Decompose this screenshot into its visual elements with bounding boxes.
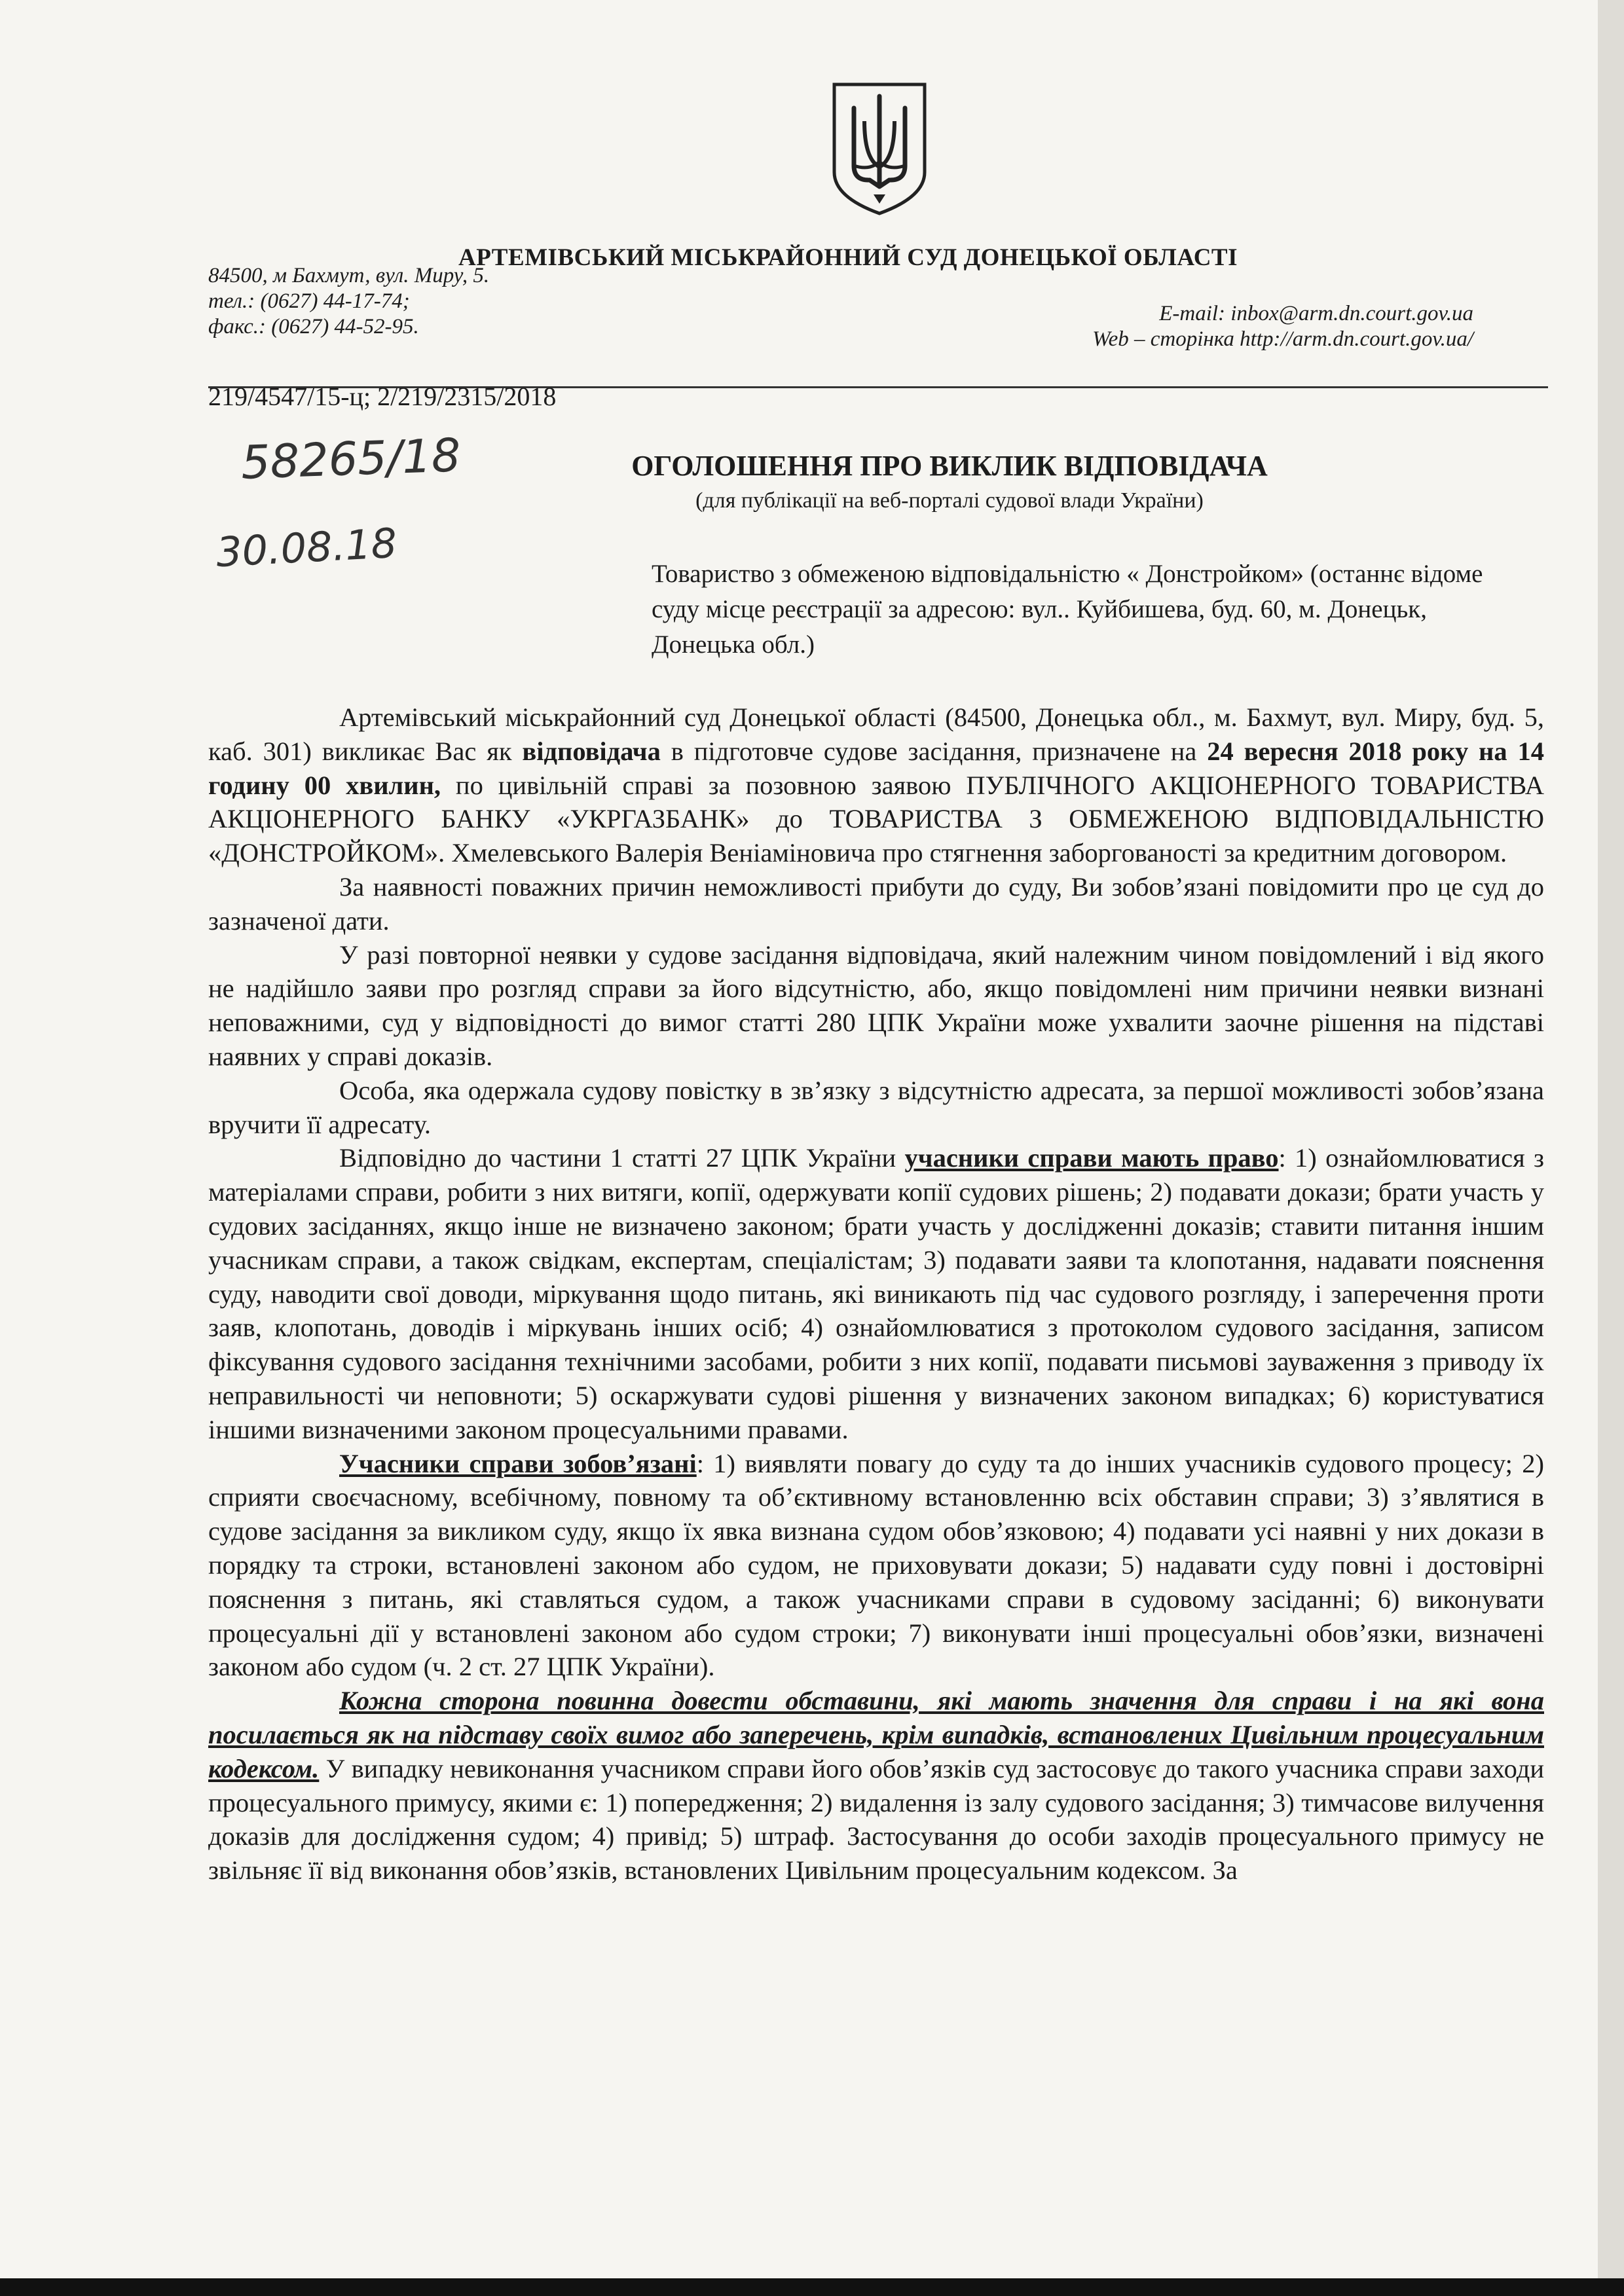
paragraph-absence: У разі повторної неявки у судове засідання відповідача, який належним чином повідомлений і від якого не надійшло заяви про розгляд справи за його відсутністю, або, якщо повідомлені ним причини неявки визнані неповажними, суд у відповідності до вимог статті 280 ЦПК України може ухвалити заочне рішення на підставі наявних у справі доказів. [208, 939, 1544, 1071]
rights-heading: учасники справи мають право [904, 1143, 1279, 1173]
court-contacts-right [1092, 301, 1473, 352]
rights-list: : 1) ознайомлюватися з матеріалами справи, робити з них витяги, копії, одержувати копії судових рішень; 2) подавати докази; брати участь у судових засіданнях, якщо інше не визначено законом; брати участь у дослідженні доказів; ставити питання іншим учасникам справи, а також свідкам, експертам, спеціалістам; 3) подавати заяви та клопотання, надавати пояснення суду, наводити свої доводи, міркування щодо питань, які виникають під час судового розгляду, і заперечення проти заяв, клопотань, доводів і міркувань інших осіб; 4) ознайомлюватися з протоколом судового засідання, записом фіксування судового засідання технічними засобами, робити з них копії, подавати письмові зауваження з приводу їх неправильності чи неповноти; 5) оскаржувати судові рішення у визначених законом випадках; 6) користуватися іншими визначеними законом процесуальними правами. [208, 1143, 1544, 1444]
handwritten-note-1: 58265/18 [240, 428, 462, 490]
paragraph-delivery: Особа, яка одержала судову повістку в зв’язку з відсутністю адресата, за першої можливості зобов’язана вручити її адресату. [208, 1075, 1544, 1139]
scan-edge-bottom [0, 2278, 1624, 2296]
summons-text: Артемівський міськрайонний суд Донецької області (84500, Донецька обл., м. Бахмут, вул. Миру, буд. 5, каб. 301) викликає Вас як [208, 702, 1544, 766]
paragraph-notify: За наявності поважних причин неможливості прибути до суду, Ви зобов’язані повідомити про це суд до зазначеної дати. [208, 871, 1544, 936]
case-description: по цивільній справі за позовною заявою ПУБЛІЧНОГО АКЦІОНЕРНОГО ТОВАРИСТВА АКЦІОНЕРНОГО БАНКУ «УКРГАЗБАНК» до ТОВАРИСТВА З ОБМЕЖЕНОЮ ВІДПОВІДАЛЬНІСТЮ «ДОНСТРОЙКОМ». Хмелевського Валерія Веніаміновича про стягнення заборгованості за кредитним договором. [208, 770, 1544, 868]
rights-intro: Відповідно до частини 1 статті 27 ЦПК України [339, 1143, 905, 1173]
coat-of-arms-icon [830, 82, 929, 216]
document-body [208, 701, 1544, 1887]
paragraph-burden-of-proof [208, 1684, 1544, 1887]
handwritten-note-2: 30.08.18 [215, 519, 398, 577]
court-address: 84500, м Бахмут, вул. Миру, 5. [208, 264, 490, 287]
court-name: АРТЕМІВСЬКИЙ МІСЬКРАЙОННИЙ СУД ДОНЕЦЬКОЇ ОБЛАСТІ [458, 244, 1238, 271]
court-phone: тел.: (0627) 44-17-74; [208, 289, 410, 313]
document-subtitle: (для публікації на веб-порталі судової влади України) [695, 488, 1204, 513]
court-fax: факс.: (0627) 44-52-95. [208, 315, 419, 338]
burden-of-proof-statement: Кожна сторона повинна довести обставини, які мають значення для справи і на які вона посилається як на підставу своїх вимог або заперечень, крім випадків, встановлених Цивільним процесуальним кодексом. [208, 1686, 1544, 1783]
hearing-datetime: 24 вересня 2018 року на 14 годину 00 хвилин, [208, 736, 1545, 800]
court-contacts-left [208, 263, 489, 340]
addressee-block: Товариство з обмеженою відповідальністю « Донстройком» (останнє відоме суду місце реєстрації за адресою: вул.. Куйбишева, буд. 60, м. Донецьк, Донецька обл.) [652, 560, 1483, 659]
paragraph-duties [208, 1447, 1544, 1685]
summons-text-2: в підготовче судове засідання, призначене на [660, 736, 1208, 766]
duties-heading: Учасники справи зобов’язані [339, 1448, 697, 1478]
paragraph-summons [208, 701, 1544, 870]
court-website: Web – сторінка http://arm.dn.court.gov.ua/ [1092, 327, 1473, 351]
court-email: E-mail: inbox@arm.dn.court.gov.ua [1159, 302, 1473, 325]
coercion-measures: У випадку невиконання учасником справи його обов’язків суд застосовує до такого учасника справи заходи процесуального примусу, якими є: 1) попередження; 2) видалення із залу судового засідання; 3) тимчасове вилучення доказів для дослідження судом; 4) привід; 5) штраф. Застосування до особи заходів процесуального примусу не звільняє її від виконання обов’язків, встановлених Цивільним процесуальним кодексом. За [208, 1753, 1544, 1886]
role-defendant: відповідача [522, 736, 661, 766]
document-title: ОГОЛОШЕННЯ ПРО ВИКЛИК ВІДПОВІДАЧА [631, 450, 1268, 482]
duties-list: : 1) виявляти повагу до суду та до інших учасників судового процесу; 2) сприяти своєчасному, всебічному, повному та об’єктивному встановленню всіх обставин справи; 3) з’являтися в судове засідання за викликом суду, якщо їх явка визнана судом обов’язковою; 4) подавати усі наявні у них докази в порядку та строки, встановлені законом або судом, не приховувати докази; 5) надавати суду повні і достовірні пояснення з питань, які ставляться судом, а також учасниками справи в судовому засіданні; 6) виконувати процесуальні дії у встановлені законом або судом строки; 7) виконувати інші процесуальні обов’язки, визначені законом або судом (ч. 2 ст. 27 ЦПК України). [208, 1448, 1544, 1682]
paragraph-rights [208, 1141, 1544, 1446]
case-number: 219/4547/15-ц; 2/219/2315/2018 [208, 382, 557, 411]
scan-edge-right [1598, 0, 1624, 2296]
